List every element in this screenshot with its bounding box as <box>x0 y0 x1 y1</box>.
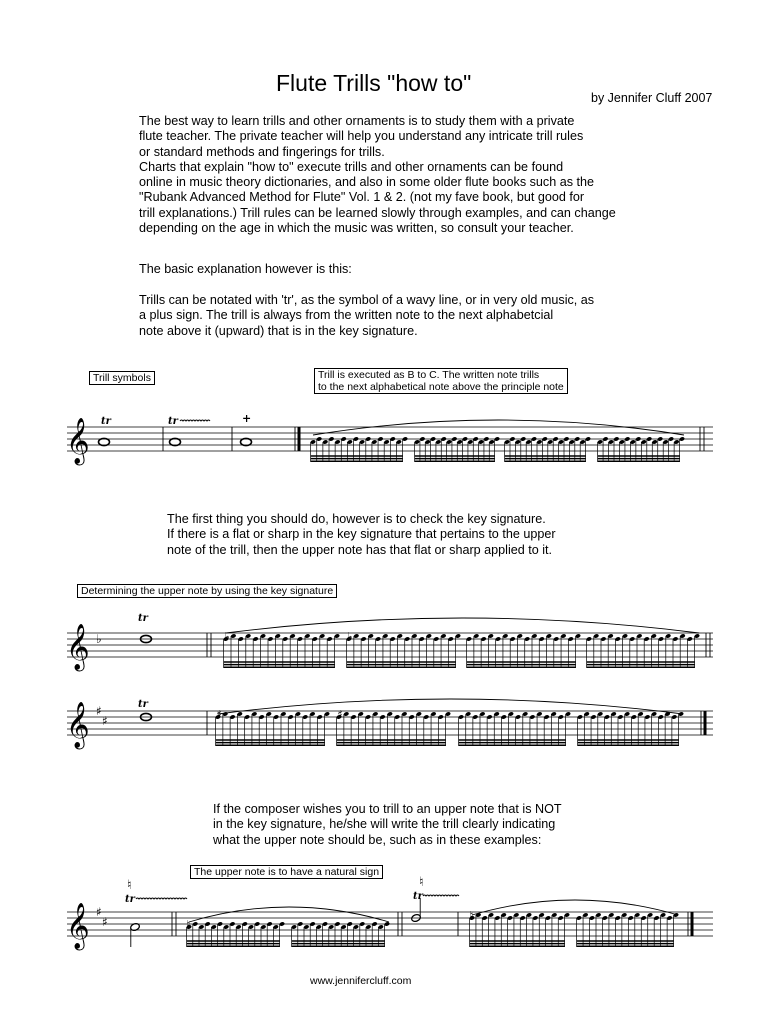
trill-symbols-label: Trill symbols <box>89 371 155 385</box>
key-signature-accidental: ♯ <box>96 704 102 718</box>
trill-symbol-tr: tr <box>125 894 135 905</box>
intro-paragraph <box>139 114 616 236</box>
composer-line: in the key signature, he/she will write the trill clearly indicating <box>213 817 556 832</box>
trill-symbol-tr: tr <box>138 699 148 710</box>
key-signature-line: The first thing you should do, however is to check the key signature. <box>167 512 546 526</box>
slur-line <box>472 900 678 915</box>
trill-symbol-tr: tr <box>138 613 148 624</box>
key-signature-line: If there is a flat or sharp in the key signature that pertains to the upper <box>167 527 556 542</box>
footer-website: www.jennifercluff.com <box>310 975 412 987</box>
basic-explanation: The basic explanation however is this: <box>139 262 352 276</box>
trill-accidental: ♮ <box>469 909 474 922</box>
trill-symbol-plus: + <box>242 412 252 425</box>
trill-accidental: ♭ <box>347 630 353 643</box>
whole-note <box>170 438 181 445</box>
treble-clef: 𝄞 <box>66 702 90 748</box>
staff-flat-key <box>0 613 768 697</box>
key-signature-accidental: ♯ <box>102 714 108 728</box>
intro-line: or standard methods and fingerings for trills. <box>139 144 385 159</box>
treble-clef: 𝄞 <box>66 624 90 670</box>
staff-trill-symbols <box>0 405 768 485</box>
trill-accidental: ♯ <box>337 708 343 721</box>
natural-sign-label: The upper note is to have a natural sign <box>190 865 383 879</box>
whole-note <box>99 438 110 445</box>
staff-natural-example <box>0 870 768 960</box>
treble-clef: 𝄞 <box>66 903 90 949</box>
key-signature-accidental: ♯ <box>96 905 102 919</box>
trill-executed-line: to the next alphabetical note above the principle note <box>318 381 564 393</box>
key-signature-paragraph <box>167 512 556 558</box>
key-signature-accidental: ♯ <box>102 915 108 929</box>
determining-label: Determining the upper note by using the key signature <box>77 584 337 598</box>
trill-wavy-line <box>423 895 459 896</box>
natural-sign: ♮ <box>127 878 132 893</box>
intro-line: online in music theory dictionaries, and also in some older flute books such as the <box>139 175 595 190</box>
trills-paragraph <box>139 293 594 339</box>
slur-line <box>218 699 683 714</box>
trill-executed-label <box>314 368 568 394</box>
intro-line: trill explanations.) Trill rules can be learned slowly through examples, and can change <box>139 205 616 220</box>
slur-line <box>226 618 699 633</box>
trill-executed-line: Trill is executed as B to C. The written note trills <box>318 369 540 381</box>
trill-wavy-line <box>180 420 210 421</box>
intro-line: The best way to learn trills and other ornaments is to study them with a private <box>139 114 575 128</box>
trill-symbol-tr: tr <box>168 416 178 427</box>
treble-clef: 𝄞 <box>66 418 90 464</box>
trills-line: Trills can be notated with 'tr', as the symbol of a wavy line, or in very old music, as <box>139 293 595 307</box>
trill-symbol-tr: tr <box>413 891 423 902</box>
composer-line: what the upper note should be, such as in these examples: <box>213 832 542 847</box>
page-title: Flute Trills "how to" <box>276 70 472 96</box>
trills-line: a plus sign. The trill is always from the written note to the next alphabetcial <box>139 308 554 323</box>
intro-line: flute teacher. The private teacher will help you understand any intricate trill rules <box>139 129 584 144</box>
key-signature-line: note of the trill, then the upper note has that flat or sharp applied to it. <box>167 542 553 557</box>
trill-wavy-line <box>136 898 187 899</box>
staff-sharp-key <box>0 699 768 787</box>
intro-line: depending on the age in which the music was written, so consult your teacher. <box>139 221 574 236</box>
trill-accidental: ♭ <box>224 630 230 643</box>
trill-accidental: ♮ <box>186 918 191 931</box>
intro-line: Charts that explain "how to" execute trills and other ornaments can be found <box>139 159 564 174</box>
author-byline: by Jennifer Cluff 2007 <box>591 91 713 105</box>
composer-paragraph <box>213 802 562 848</box>
trills-line: note above it (upward) that is in the key signature. <box>139 323 418 338</box>
key-signature-accidental: ♭ <box>96 632 102 646</box>
whole-note <box>241 438 252 445</box>
natural-sign: ♮ <box>419 875 424 890</box>
intro-line: "Rubank Advanced Method for Flute" Vol. 1 & 2. (not my fave book, but good for <box>139 190 585 205</box>
slur-line <box>189 907 389 922</box>
trill-accidental: ♯ <box>216 708 222 721</box>
trill-symbol-tr: tr <box>101 416 111 427</box>
composer-line: If the composer wishes you to trill to an upper note that is NOT <box>213 802 562 816</box>
